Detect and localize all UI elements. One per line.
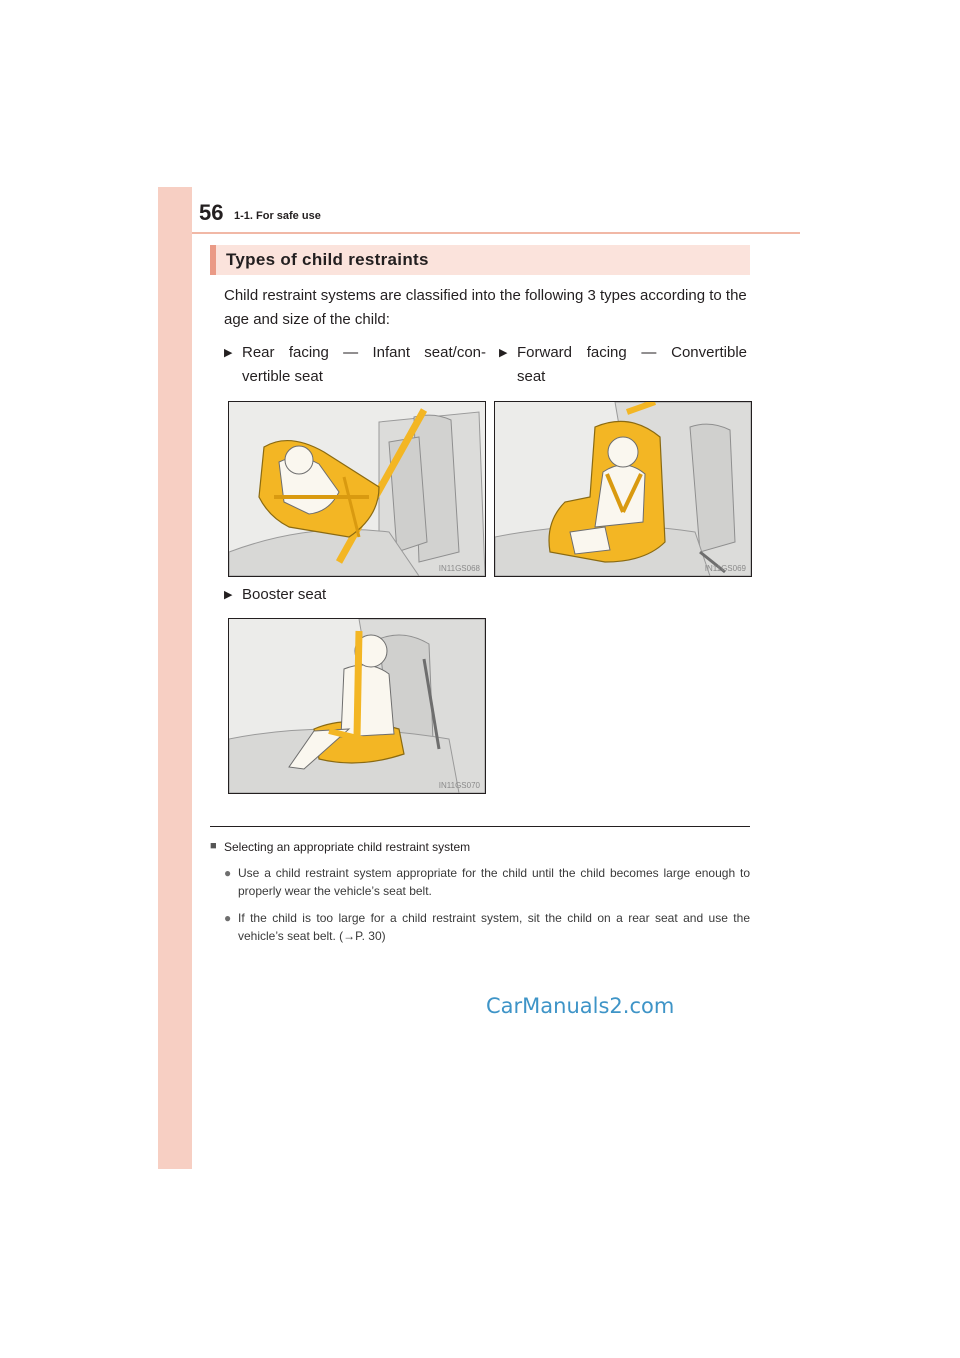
figure-code: IN11GS069 bbox=[704, 564, 746, 573]
intro-paragraph: Child restraint systems are classified into the following 3 types according to the age and size of the child: bbox=[224, 287, 747, 328]
note-item bbox=[224, 909, 750, 945]
section-label: 1-1. For safe use bbox=[234, 210, 321, 222]
figure-booster-seat bbox=[228, 618, 486, 794]
triangle-bullet-icon: ▶ bbox=[499, 347, 508, 359]
figure-caption-rear-facing bbox=[224, 341, 486, 389]
chapter-sidebar-tab bbox=[158, 187, 192, 1169]
note-item-text: If the child is too large for a child restraint system, sit the child on a rear seat and use the vehicle’s seat belt. (→P. 30) bbox=[238, 911, 750, 943]
figure-code: IN11GS070 bbox=[438, 781, 480, 790]
figure-forward-facing-seat bbox=[494, 401, 752, 577]
triangle-bullet-icon: ▶ bbox=[224, 347, 233, 359]
heading-accent-bar bbox=[210, 245, 216, 275]
section-heading-box bbox=[210, 245, 750, 275]
note-heading-text: Selecting an appropriate child restraint system bbox=[224, 840, 471, 854]
note-item bbox=[224, 864, 750, 900]
caption-text: Forward facing — Convertible seat bbox=[517, 344, 747, 385]
forward-facing-seat-illustration bbox=[495, 402, 751, 576]
figure-code: IN11GS068 bbox=[438, 564, 480, 573]
booster-seat-illustration bbox=[229, 619, 485, 793]
note-divider bbox=[210, 826, 750, 827]
figure-rear-facing-seat bbox=[228, 401, 486, 577]
header-rule bbox=[192, 232, 800, 234]
watermark: CarManuals2.com bbox=[486, 994, 675, 1018]
circle-bullet-icon: ● bbox=[224, 911, 232, 925]
square-bullet-icon: ■ bbox=[210, 840, 217, 852]
circle-bullet-icon: ● bbox=[224, 866, 232, 880]
caption-text: Booster seat bbox=[242, 586, 327, 603]
figure-caption-forward-facing bbox=[499, 341, 747, 389]
caption-text: Rear facing — Infant seat/con- vertible seat bbox=[242, 344, 486, 385]
section-heading: Types of child restraints bbox=[226, 250, 429, 269]
note-heading bbox=[210, 840, 470, 854]
page-number: 56 bbox=[199, 200, 224, 225]
triangle-bullet-icon: ▶ bbox=[224, 589, 233, 601]
rear-facing-seat-illustration bbox=[229, 402, 485, 576]
note-item-text: Use a child restraint system appropriate for the child until the child becomes large enough to properly wear the vehicle’s seat belt. bbox=[238, 866, 750, 898]
figure-caption-booster bbox=[224, 583, 486, 607]
